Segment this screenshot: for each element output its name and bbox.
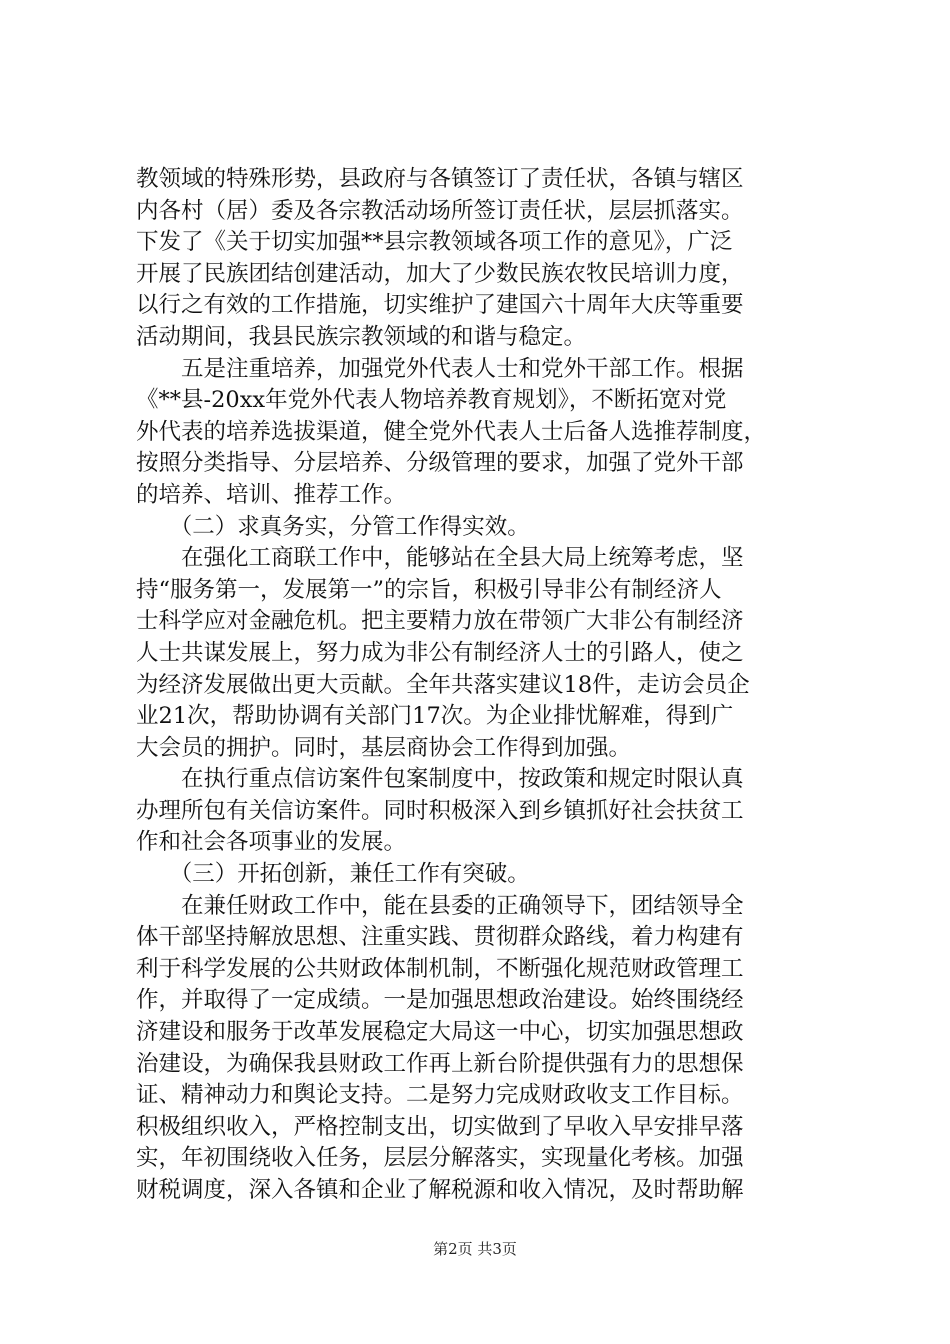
text-line: 的培养、培训、推荐工作。 bbox=[136, 481, 407, 508]
text-line: 办理所包有关信访案件。同时积极深入到乡镇抓好社会扶贫工 bbox=[136, 797, 744, 824]
text-line: 在兼任财政工作中，能在县委的正确领导下，团结领导全 bbox=[136, 892, 744, 919]
page-number-footer: 第2页 共3页 bbox=[433, 1240, 517, 1258]
text-line: 作和社会各项事业的发展。 bbox=[136, 829, 407, 856]
section-heading: （三）开拓创新，兼任工作有突破。 bbox=[136, 861, 530, 888]
text-line: 济建设和服务于改革发展稳定大局这一中心，切实加强思想政 bbox=[136, 1019, 744, 1046]
text-line: 大会员的拥护。同时，基层商协会工作得到加强。 bbox=[136, 734, 632, 761]
text-line: 在执行重点信访案件包案制度中，按政策和规定时限认真 bbox=[136, 766, 744, 793]
text-line: 实，年初围绕收入任务，层层分解落实，实现量化考核。加强 bbox=[136, 1145, 744, 1172]
text-line: 业21次，帮助协调有关部门17次。为企业排忧解难，得到广 bbox=[136, 703, 734, 730]
text-line: 外代表的培养选拔渠道，健全党外代表人士后备人选推荐制度， bbox=[136, 418, 767, 445]
text-line: 活动期间，我县民族宗教领域的和谐与稳定。 bbox=[136, 323, 587, 350]
text-line: 证、精神动力和舆论支持。二是努力完成财政收支工作目标。 bbox=[136, 1082, 744, 1109]
text-line: 作，并取得了一定成绩。一是加强思想政治建设。始终围绕经 bbox=[136, 987, 744, 1014]
text-line: 开展了民族团结创建活动，加大了少数民族农牧民培训力度， bbox=[136, 260, 744, 287]
text-line: 持“服务第一，发展第一”的宗旨，积极引导非公有制经济人 bbox=[136, 576, 722, 603]
text-line: 财税调度，深入各镇和企业了解税源和收入情况，及时帮助解 bbox=[136, 1177, 744, 1203]
text-line: 为经济发展做出更大贡献。全年共落实建议18件，走访会员企 bbox=[136, 671, 750, 698]
text-line: 人士共谋发展上，努力成为非公有制经济人士的引路人，使之 bbox=[136, 639, 744, 666]
document-body bbox=[136, 164, 826, 1207]
text-line: 按照分类指导、分层培养、分级管理的要求，加强了党外干部 bbox=[136, 450, 744, 477]
text-line: 下发了《关于切实加强**县宗教领域各项工作的意见》，广泛 bbox=[136, 229, 733, 256]
text-line: 治建设，为确保我县财政工作再上新台阶提供强有力的思想保 bbox=[136, 1050, 744, 1077]
text-line: 《**县-20xx年党外代表人物培养教育规划》，不断拓宽对党 bbox=[136, 387, 727, 414]
text-line: 在强化工商联工作中，能够站在全县大局上统筹考虑，坚 bbox=[136, 545, 744, 572]
text-line: 以行之有效的工作措施，切实维护了建国六十周年大庆等重要 bbox=[136, 292, 744, 319]
section-heading: （二）求真务实，分管工作得实效。 bbox=[136, 513, 530, 540]
text-line: 士科学应对金融危机。把主要精力放在带领广大非公有制经济 bbox=[136, 608, 744, 635]
text-line: 体干部坚持解放思想、注重实践、贯彻群众路线，着力构建有 bbox=[136, 924, 744, 951]
text-line: 教领域的特殊形势，县政府与各镇签订了责任状，各镇与辖区 bbox=[136, 166, 744, 192]
text-line: 内各村（居）委及各宗教活动场所签订责任状，层层抓落实。 bbox=[136, 197, 744, 224]
text-line: 利于科学发展的公共财政体制机制，不断强化规范财政管理工 bbox=[136, 955, 744, 982]
text-line: 五是注重培养，加强党外代表人士和党外干部工作。根据 bbox=[136, 355, 744, 382]
text-line: 积极组织收入，严格控制支出，切实做到了早收入早安排早落 bbox=[136, 1113, 744, 1140]
